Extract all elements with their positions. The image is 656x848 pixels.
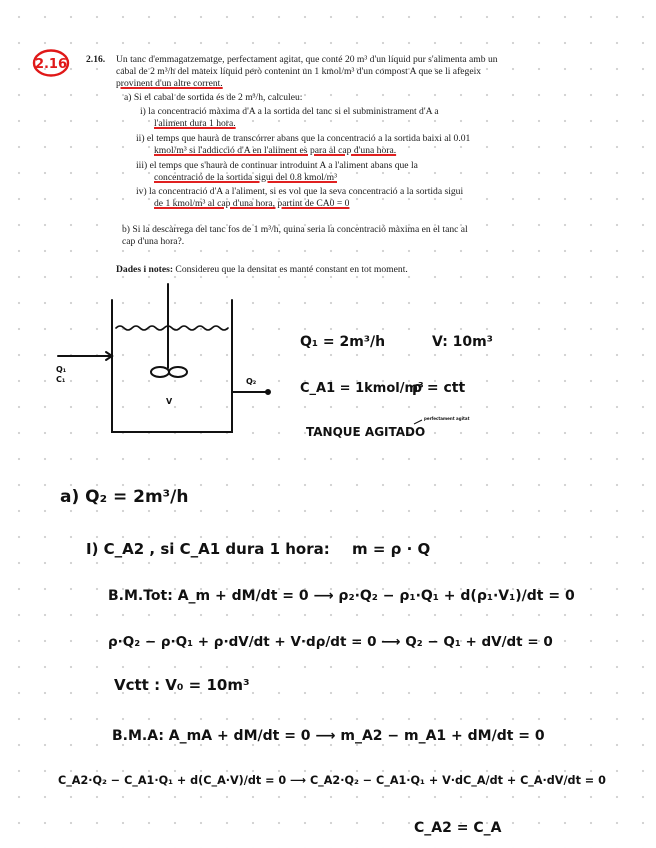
notes-label: Dades i notes: (116, 264, 174, 275)
given-v: V: 10m³ (432, 334, 493, 350)
part-a: a) Si el cabal de sortida és de 2 m³/h, calculeu: (124, 92, 303, 103)
constant-volume: Vctt : V₀ = 10m³ (114, 676, 250, 694)
tank-walls (112, 300, 232, 432)
problem-number: 2.16. (86, 54, 106, 65)
tank-note: perfectament agitat (424, 416, 470, 421)
part-b-line-1: b) Si la descàrrega del tanc fos de 1 m³/h, quina seria la concentració màxima en el tanc al (122, 224, 468, 235)
tank-type: TANQUE AGITADO (306, 425, 426, 439)
given-rho: ρ = ctt (412, 380, 466, 396)
item-iii-line-1: iii) el temps que s'haurà de continuar introduint A a l'aliment abans que la (136, 160, 418, 171)
final-relation: C_A2 = C_A (414, 820, 502, 836)
problem-badge: 2.16 (34, 57, 68, 72)
intro-line-1: Un tanc d'emmagatzematge, perfectament agitat, que conté 20 m³ d'un líquid pur s'alimenta amb un (116, 54, 498, 65)
item-iii-line-2: concentració de la sortida sigui del 0.8 kmol/m³ (154, 172, 337, 183)
diagram-out-label: Q₂ (246, 377, 257, 386)
outlet-dot (266, 390, 270, 394)
notes-text: Considereu que la densitat es manté constant en tot moment. (173, 264, 408, 275)
mass-flow-eq: m = ρ · Q (352, 540, 431, 558)
item-iv-line-2: de 1 kmol/m³ al cap d'una hora, partint de CA0 = 0 (154, 198, 350, 209)
part-a-header: a) Q₂ = 2m³/h (60, 487, 189, 507)
item-i-line-1: i) la concentració màxima d'A a la sortida del tanc si el subministrament d'A a (140, 106, 439, 117)
agitator-blade-left (151, 367, 169, 377)
component-balance-2: C_A2·Q₂ − C_A1·Q₁ + d(C_A·V)/dt = 0 ⟶ C_A2·Q₂ − C_A1·Q₁ + V·dC_A/dt + C_A·dV/dt = 0 (58, 774, 606, 787)
intro-line-2: cabal de 2 m³/h del mateix líquid però contenint un 1 kmol/m³ d'un compost A que se li afegeix (116, 66, 482, 77)
component-balance-1: B.M.A: A_mA + dM/dt = 0 ⟶ m_A2 − m_A1 + dM/dt = 0 (112, 728, 545, 744)
item-iv-line-1: iv) la concentració d'A a l'aliment, si es vol que la seva concentració a la sortida sigui (136, 186, 464, 197)
agitator-blade-right (169, 367, 187, 377)
item-ii-line-2: kmol/m³ si l'addicció d'A en l'aliment es para al cap d'una hora. (154, 145, 397, 156)
diagram-volume: V (166, 397, 173, 406)
diagram-in-label-2: C₁ (56, 375, 66, 384)
tank-note-pointer (414, 420, 422, 424)
part-i-header: I) C_A2 , si C_A1 dura 1 hora: (86, 540, 330, 558)
given-q1: Q₁ = 2m³/h (300, 334, 386, 350)
diagram-in-label: Q₁ (56, 365, 67, 374)
liquid-surface (116, 326, 228, 330)
part-b-line-2: cap d'una hora?. (122, 236, 185, 247)
item-ii-line-1: ii) el temps que haurà de transcórrer abans que la concentració a la sortida baixi al 0.01 (136, 133, 471, 144)
given-ca1: C_A1 = 1kmol/m³ (300, 381, 424, 396)
total-balance-1: B.M.Tot: A_m + dM/dt = 0 ⟶ ρ₂·Q₂ − ρ₁·Q₁ + d(ρ₁·V₁)/dt = 0 (108, 588, 575, 604)
item-i-line-2: l'aliment dura 1 hora. (154, 118, 236, 129)
intro-line-3: provinent d'un altre corrent. (116, 78, 223, 89)
tank-diagram (58, 284, 270, 432)
total-balance-2: ρ·Q₂ − ρ·Q₁ + ρ·dV/dt + V·dρ/dt = 0 ⟶ Q₂ − Q₁ + dV/dt = 0 (108, 634, 553, 650)
